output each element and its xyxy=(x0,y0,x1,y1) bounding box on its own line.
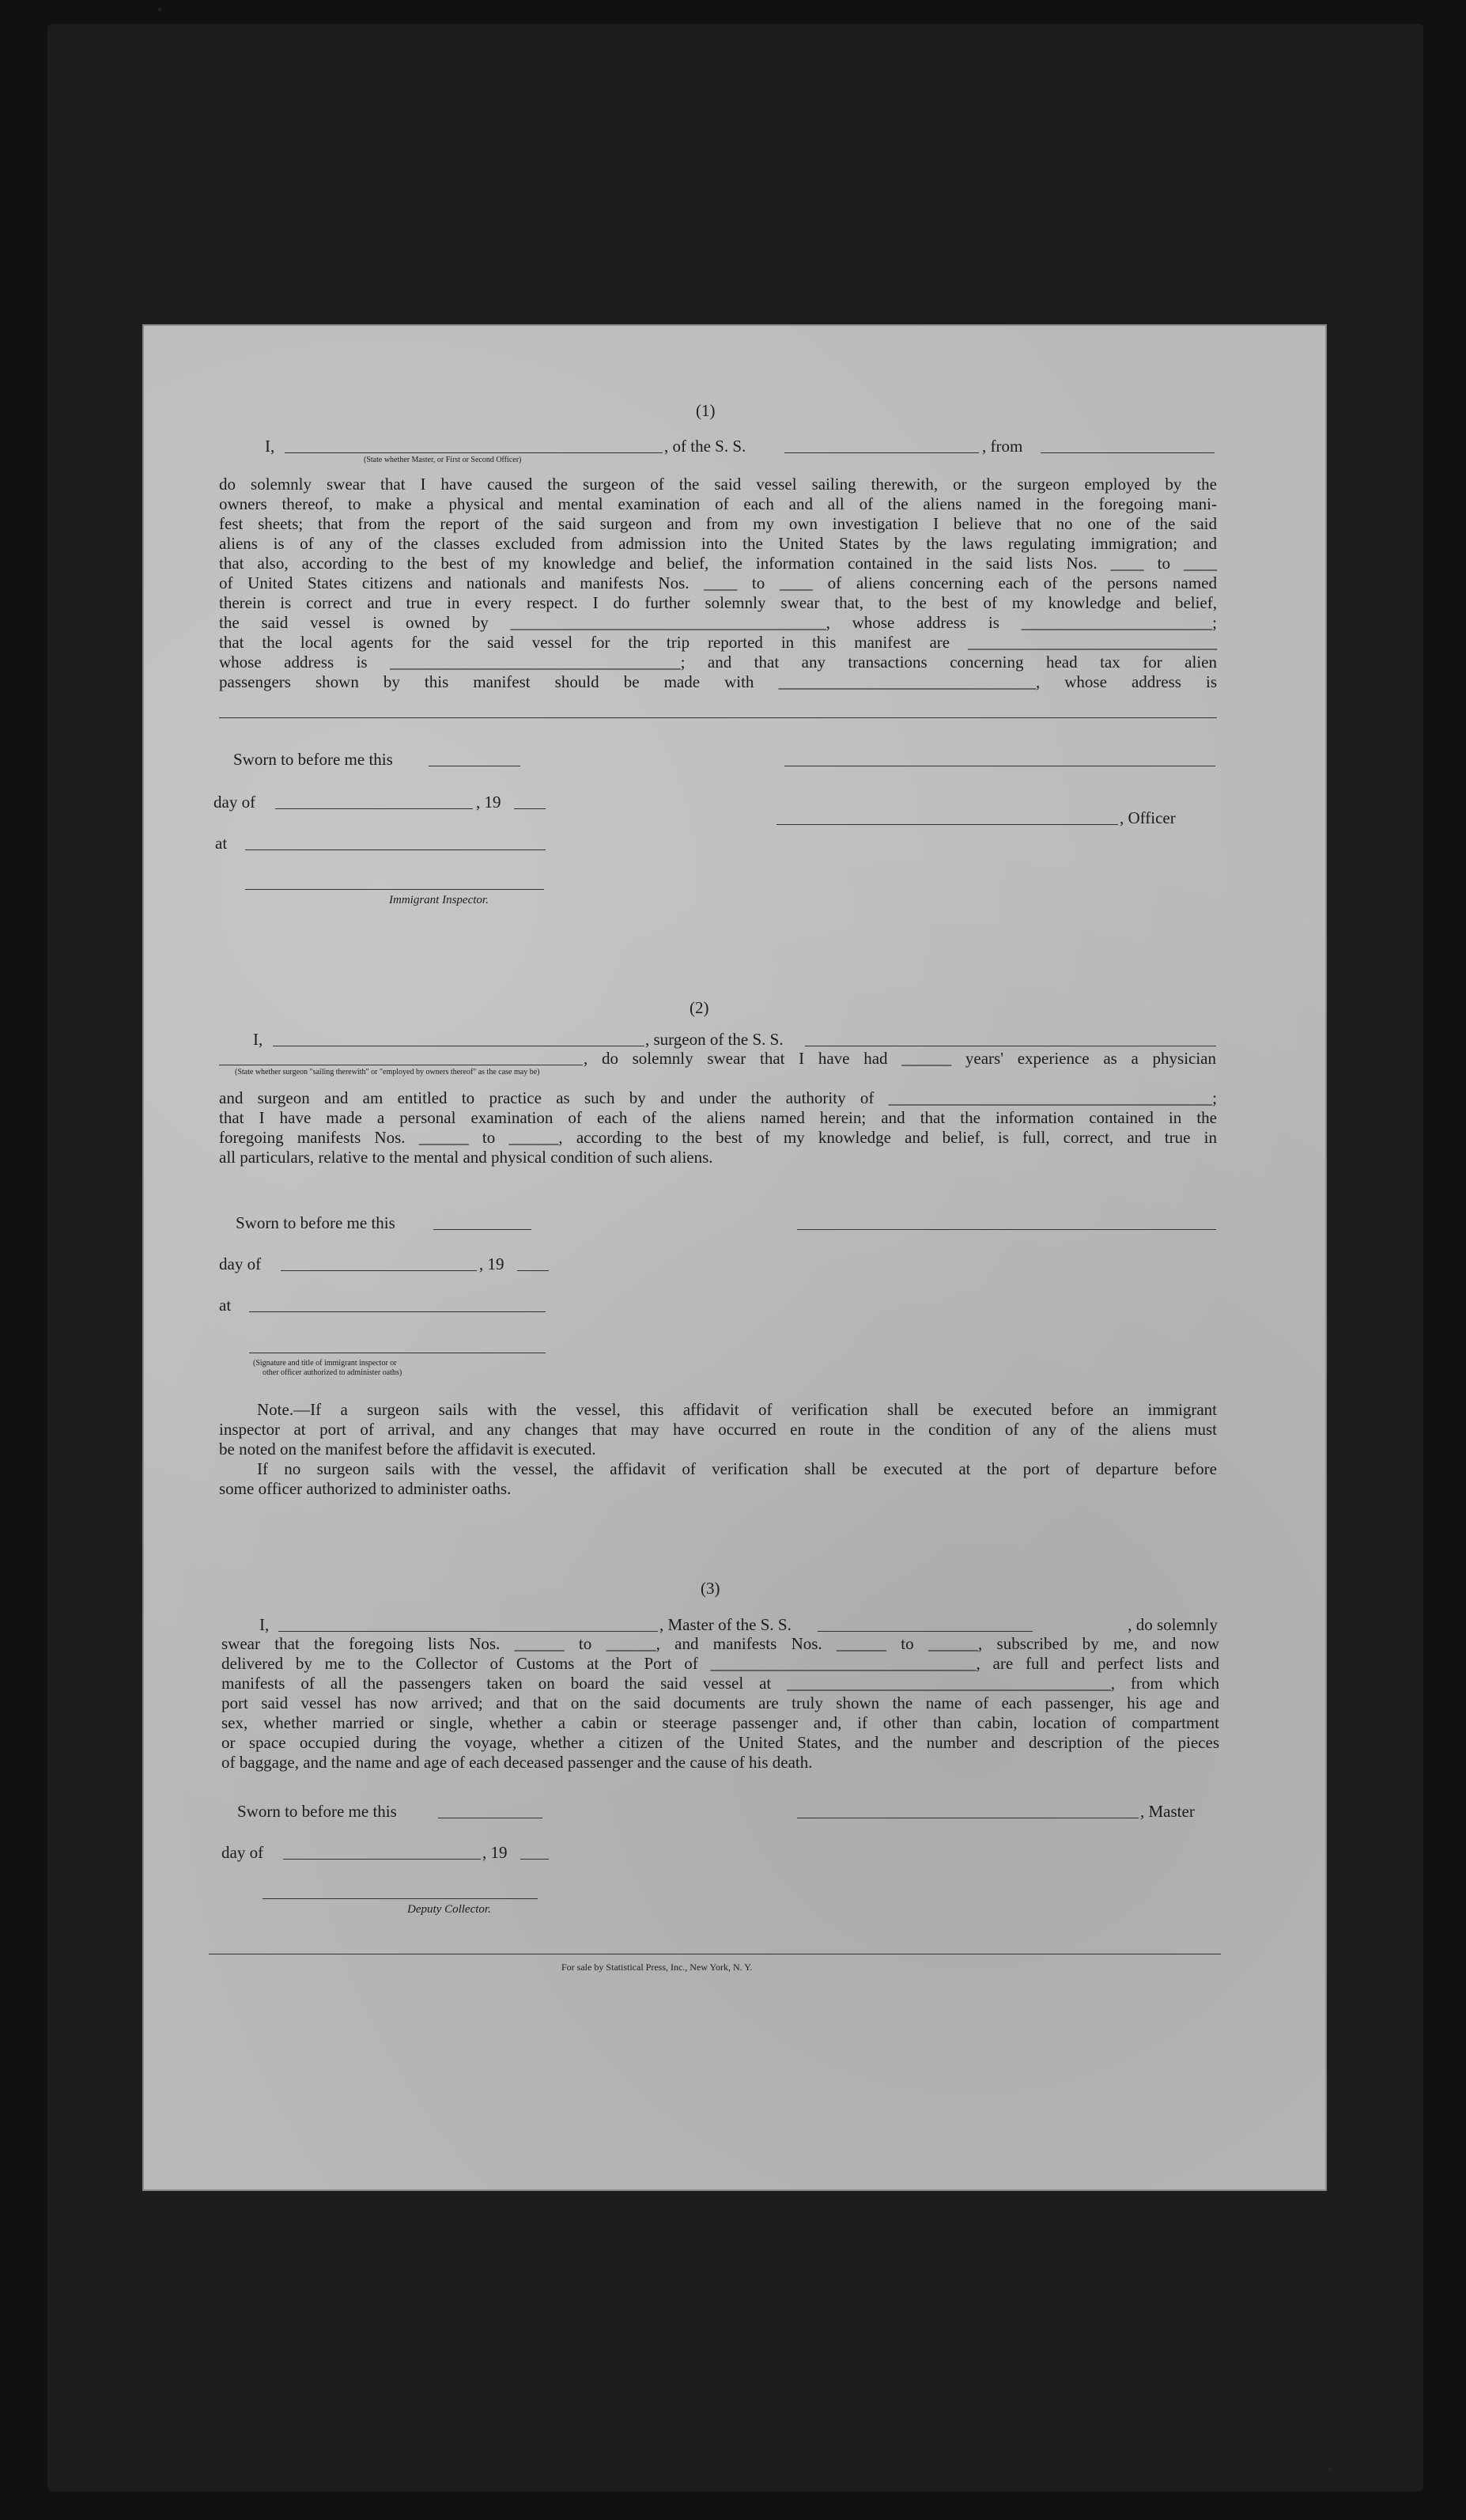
day-of-label-1: day of xyxy=(213,793,256,812)
surgeon-signature-line xyxy=(797,1229,1216,1230)
authorized-caption-2: other officer authorized to administer oaths) xyxy=(263,1368,402,1377)
at-line-2 xyxy=(249,1311,546,1312)
section-3-number: (3) xyxy=(701,1579,720,1598)
surgeon-swear-text: , do solemnly swear that I have had ______ years' experience as a physician xyxy=(584,1049,1216,1068)
master-i-label: I, xyxy=(259,1615,270,1634)
officer-name-line xyxy=(285,452,663,453)
surgeon-caption: (State whether surgeon "sailing therewith" or "employed by owners thereof" as the case may be) xyxy=(235,1068,540,1076)
day-of-label-3: day of xyxy=(221,1843,264,1862)
from-label: , from xyxy=(982,437,1023,456)
speck xyxy=(1297,2460,1300,2463)
master-of-label: , Master of the S. S. xyxy=(659,1615,792,1634)
collector-signature-line xyxy=(263,1898,538,1899)
deputy-caption: Deputy Collector. xyxy=(407,1903,491,1916)
day-line-1 xyxy=(275,808,473,809)
master-ship-line xyxy=(818,1631,1033,1632)
master-label: , Master xyxy=(1140,1802,1195,1821)
year-line-3 xyxy=(520,1859,549,1860)
surgeon-of-label: , surgeon of the S. S. xyxy=(645,1030,784,1049)
address-line xyxy=(219,717,1217,718)
year-label-3: , 19 xyxy=(482,1843,508,1862)
section-2-number: (2) xyxy=(690,998,709,1017)
officer-title-line xyxy=(776,824,1118,825)
section-2-paragraph: and surgeon and am entitled to practice as such by and under the authority of _______________________________________; that I have made a personal examination of each of the aliens named herein; and that the information contained in the foregoing manifests Nos. ______ to ______, according to the best of my knowledge and belief, is full, correct, and true in all particulars, relative to the mental and physical condition of such aliens. xyxy=(219,1088,1217,1167)
master-name-line xyxy=(278,1631,658,1632)
printer-footer: For sale by Statistical Press, Inc., New York, N. Y. xyxy=(561,1962,753,1973)
sworn-line-2 xyxy=(433,1229,531,1230)
do-solemnly-label: , do solemnly xyxy=(1128,1615,1218,1634)
year-label-1: , 19 xyxy=(476,793,501,812)
of-ss-label: , of the S. S. xyxy=(664,437,746,456)
officer-label: , Officer xyxy=(1120,808,1176,827)
from-port-line xyxy=(1041,452,1215,453)
year-line-1 xyxy=(514,808,546,809)
inspector-caption: Immigrant Inspector. xyxy=(389,894,489,906)
day-line-2 xyxy=(281,1270,477,1271)
year-line-2 xyxy=(517,1270,549,1271)
oath-i-label: I, xyxy=(265,437,275,456)
day-of-label-2: day of xyxy=(219,1254,262,1273)
inspector-signature-line xyxy=(245,889,544,890)
sworn-label-3: Sworn to before me this xyxy=(237,1802,397,1821)
speck xyxy=(1328,2468,1332,2471)
at-label-1: at xyxy=(215,834,228,853)
section-3-paragraph: swear that the foregoing lists Nos. ______ to ______, and manifests Nos. ______ to ______, subscribed by me, and now delivered by me to the Collector of Customs at the Port of ________________________________, are full and perfect lists and manifests of all the passengers taken on board the said vessel at _______________________________________, from which port said vessel has now arrived; and that on the said documents are truly shown the name of each passenger, his age and sex, whether married or single, whether a cabin or steerage passenger and, if other than cabin, location of compartment or space occupied during the voyage, whether a citizen of the United States, and the number and description of the pieces of baggage, and the name and age of each deceased passenger and the cause of his death. xyxy=(221,1634,1219,1772)
section-1-paragraph: do solemnly swear that I have caused the surgeon of the said vessel sailing therewith, or the surgeon employed by the owners thereof, to make a physical and mental examination of each and all of the aliens named in the foregoing mani- fest sheets; that from the report of the said surgeon and from my own investigation I believe that no one of the said aliens is of any of the classes excluded from admission into the United States by the laws regulating immigration; and that also, according to the best of my knowledge and belief, the information contained in the said lists Nos. ____ to ____ of United States citizens and nationals and manifests Nos. ____ to ____ of aliens concerning each of the persons named therein is correct and true in every respect. I do further solemnly swear that, to the best of my knowledge and belief, the said vessel is owned by ______________________________________, whose address is _______________________; that the local agents for the said vessel for the trip reported in this manifest are ______________________________ whose address is ___________________________________; and that any transactions concerning head tax for alien passengers shown by this manifest should be made with _______________________________, whose address is xyxy=(219,475,1217,691)
section-1-number: (1) xyxy=(696,401,716,420)
sworn-label-2: Sworn to before me this xyxy=(236,1213,395,1232)
authorized-caption-1: (Signature and title of immigrant inspector or xyxy=(253,1359,397,1368)
note-paragraph: Note.—If a surgeon sails with the vessel, this affidavit of verification shall be executed before an immigrant inspector at port of arrival, and any changes that may have occurred en route in the condition of any of the aliens must be noted on the manifest before the affidavit is executed. If no surgeon sails with the vessel, the affidavit of verification shall be executed at the port of departure before some officer authorized to administer oaths. xyxy=(219,1400,1217,1498)
sworn-label-1: Sworn to before me this xyxy=(233,750,393,769)
officer-caption: (State whether Master, or First or Second Officer) xyxy=(364,456,522,464)
ship-name-line xyxy=(784,452,979,453)
surgeon-i-label: I, xyxy=(253,1030,263,1049)
at-line-1 xyxy=(245,849,546,850)
year-label-2: , 19 xyxy=(479,1254,504,1273)
at-label-2: at xyxy=(219,1296,232,1315)
speck xyxy=(158,8,161,11)
manifest-sheet xyxy=(142,324,1327,2191)
day-line-3 xyxy=(283,1859,481,1860)
